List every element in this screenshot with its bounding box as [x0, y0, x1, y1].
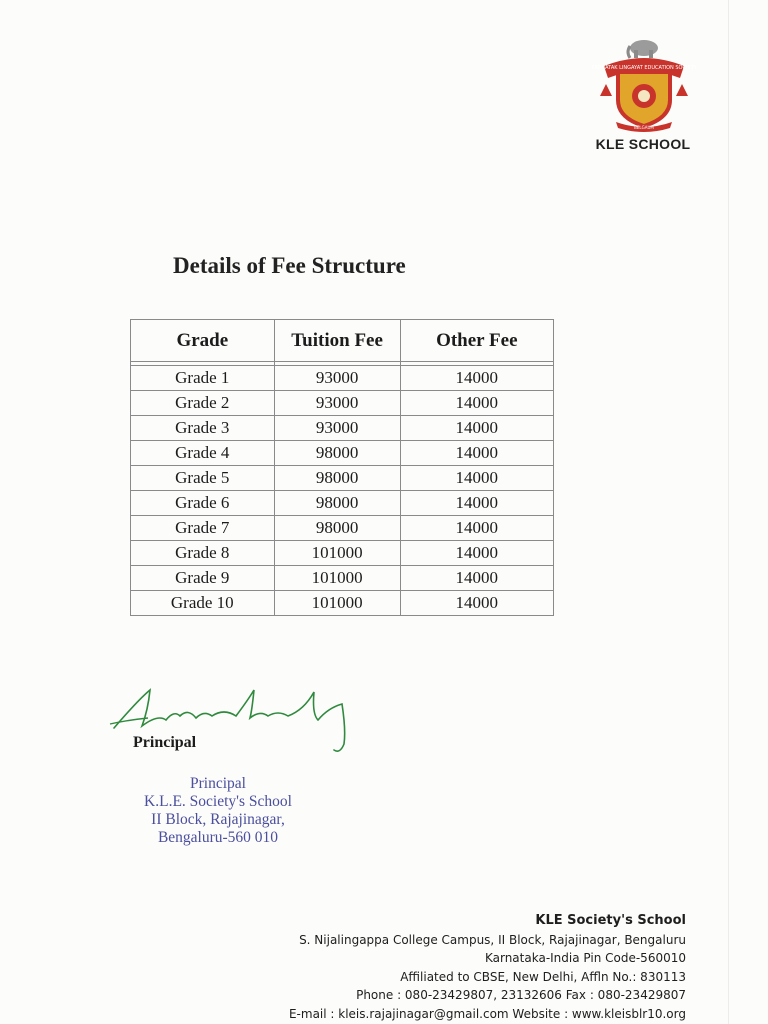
tuition-fee-cell: 93000 [274, 416, 400, 441]
other-fee-cell: 14000 [400, 566, 553, 591]
principal-label: Principal [133, 734, 197, 751]
principal-stamp [128, 775, 308, 847]
footer-email-website: E-mail : kleis.rajajinagar@gmail.com Website : www.kleisblr10.org [288, 1006, 686, 1021]
stamp-line: Bengaluru-560 010 [157, 829, 279, 846]
logo-place-text: BELGAUM [634, 125, 654, 130]
footer-phone: Phone : 080-23429807, 23132606 Fax : 080-23429807 [356, 988, 686, 1002]
fee-table [130, 319, 554, 616]
table-row [131, 391, 554, 416]
tuition-fee-cell: 93000 [274, 366, 400, 391]
grade-cell: Grade 6 [131, 491, 275, 516]
other-fee-cell: 14000 [400, 416, 553, 441]
grade-cell: Grade 1 [131, 366, 275, 391]
grade-cell: Grade 5 [131, 466, 275, 491]
table-header-row [131, 320, 554, 362]
other-fee-cell: 14000 [400, 441, 553, 466]
tuition-fee-cell: 98000 [274, 516, 400, 541]
grade-cell: Grade 8 [131, 541, 275, 566]
tuition-fee-cell: 98000 [274, 491, 400, 516]
footer-school-name: KLE Society's School [535, 913, 686, 928]
grade-cell: Grade 10 [131, 591, 275, 616]
grade-cell: Grade 4 [131, 441, 275, 466]
other-fee-cell: 14000 [400, 591, 553, 616]
table-row [131, 591, 554, 616]
tuition-fee-cell: 101000 [274, 591, 400, 616]
table-row [131, 466, 554, 491]
page-edge [728, 0, 729, 1024]
table-row [131, 416, 554, 441]
footer-address-line: S. Nijalingappa College Campus, II Block, Rajajinagar, Bengaluru [299, 932, 686, 947]
table-row [131, 366, 554, 391]
table-row [131, 491, 554, 516]
tuition-fee-cell: 98000 [274, 441, 400, 466]
tuition-fee-cell: 98000 [274, 466, 400, 491]
other-fee-cell: 14000 [400, 366, 553, 391]
school-logo-emblem [591, 36, 697, 132]
column-header-other-fee: Other Fee [400, 320, 553, 362]
other-fee-cell: 14000 [400, 391, 553, 416]
stamp-line: II Block, Rajajinagar, [151, 811, 285, 828]
footer-address [289, 912, 686, 1023]
grade-cell: Grade 3 [131, 416, 275, 441]
table-row [131, 441, 554, 466]
stamp-line: K.L.E. Society's School [144, 793, 292, 810]
tuition-fee-cell: 101000 [274, 541, 400, 566]
tuition-fee-cell: 93000 [274, 391, 400, 416]
grade-cell: Grade 9 [131, 566, 275, 591]
table-row [131, 566, 554, 591]
other-fee-cell: 14000 [400, 541, 553, 566]
page-title: Details of Fee Structure [173, 253, 406, 278]
table-row [131, 516, 554, 541]
table-row [131, 541, 554, 566]
tuition-fee-cell: 101000 [274, 566, 400, 591]
footer-address-line: Karnataka-India Pin Code-560010 [484, 951, 686, 965]
grade-cell: Grade 2 [131, 391, 275, 416]
stamp-line: Principal [190, 775, 246, 792]
other-fee-cell: 14000 [400, 491, 553, 516]
elephant-icon [628, 40, 658, 58]
logo-motto-text: KARNATAK LINGAYAT EDUCATION SOCIETY [591, 65, 697, 71]
column-header-tuition-fee: Tuition Fee [274, 320, 400, 362]
school-name: KLE SCHOOL [595, 136, 691, 152]
other-fee-cell: 14000 [400, 516, 553, 541]
column-header-grade: Grade [131, 320, 275, 362]
grade-cell: Grade 7 [131, 516, 275, 541]
footer-affiliation: Affiliated to CBSE, New Delhi, Affln No.: 830113 [400, 969, 686, 984]
other-fee-cell: 14000 [400, 466, 553, 491]
